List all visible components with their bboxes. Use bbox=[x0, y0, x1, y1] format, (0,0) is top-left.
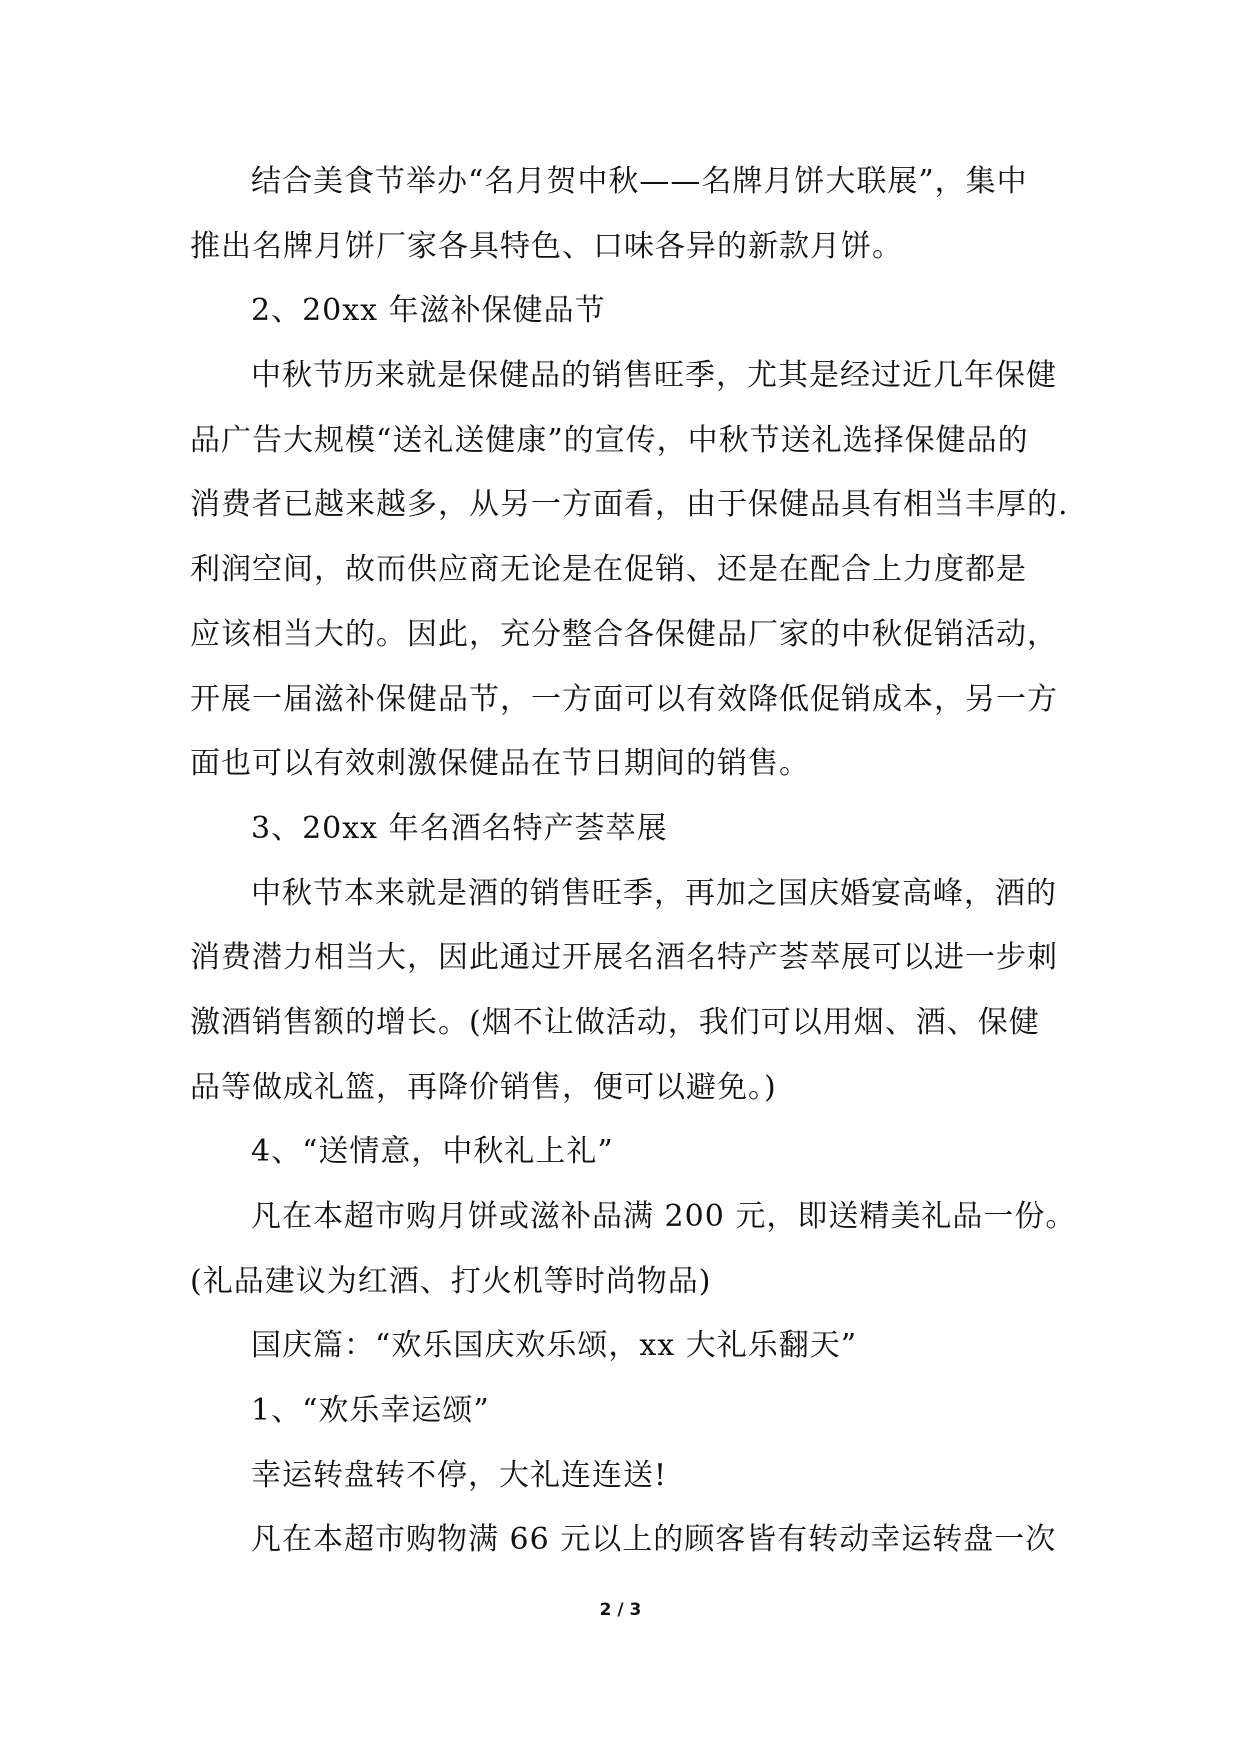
text-line: 消费潜力相当大，因此通过开展名酒名特产荟萃展可以进一步刺 bbox=[190, 940, 1058, 976]
text-line: 1、“欢乐幸运颂” bbox=[251, 1393, 490, 1429]
text-line: 激酒销售额的增长。(烟不让做活动，我们可以用烟、酒、保健 bbox=[190, 1004, 1040, 1040]
page-number: 2 / 3 bbox=[599, 1600, 642, 1620]
text-line: 4、“送情意，中秋礼上礼” bbox=[251, 1134, 614, 1170]
text-line: 国庆篇：“欢乐国庆欢乐颂，xx 大礼乐翻天” bbox=[251, 1328, 858, 1364]
text-line: 3、20xx 年名酒名特产荟萃展 bbox=[251, 810, 668, 846]
text-line: 推出名牌月饼厂家各具特色、口味各异的新款月饼。 bbox=[190, 228, 903, 264]
text-line: 利润空间，故而供应商无论是在促销、还是在配合上力度都是 bbox=[190, 552, 1027, 588]
text-line: 幸运转盘转不停，大礼连连送! bbox=[251, 1457, 668, 1493]
text-line: 中秋节历来就是保健品的销售旺季，尤其是经过近几年保健 bbox=[251, 358, 1057, 394]
text-line: 品等做成礼篮，再降价销售，便可以避免。) bbox=[190, 1069, 777, 1105]
text-line: 面也可以有效刺激保健品在节日期间的销售。 bbox=[190, 746, 810, 782]
text-line: 2、20xx 年滋补保健品节 bbox=[251, 293, 606, 329]
text-line: 应该相当大的。因此，充分整合各保健品厂家的中秋促销活动， bbox=[190, 616, 1058, 652]
text-line: 消费者已越来越多，从另一方面看，由于保健品具有相当丰厚的. bbox=[190, 487, 1069, 523]
text-line: 中秋节本来就是酒的销售旺季，再加之国庆婚宴高峰，酒的 bbox=[251, 875, 1057, 911]
document-body bbox=[190, 150, 1077, 1573]
text-line: (礼品建议为红酒、打火机等时尚物品) bbox=[190, 1263, 712, 1299]
text-line: 凡在本超市购月饼或滋补品满 200 元，即送精美礼品一份。 bbox=[251, 1199, 1077, 1234]
text-line: 开展一届滋补保健品节，一方面可以有效降低促销成本，另一方 bbox=[190, 681, 1058, 717]
text-line: 结合美食节举办“名月贺中秋——名牌月饼大联展”，集中 bbox=[251, 164, 1028, 199]
text-line: 品广告大规模“送礼送健康”的宣传，中秋节送礼选择保健品的 bbox=[190, 422, 1029, 458]
text-line: 凡在本超市购物满 66 元以上的顾客皆有转动幸运转盘一次 bbox=[251, 1522, 1057, 1558]
